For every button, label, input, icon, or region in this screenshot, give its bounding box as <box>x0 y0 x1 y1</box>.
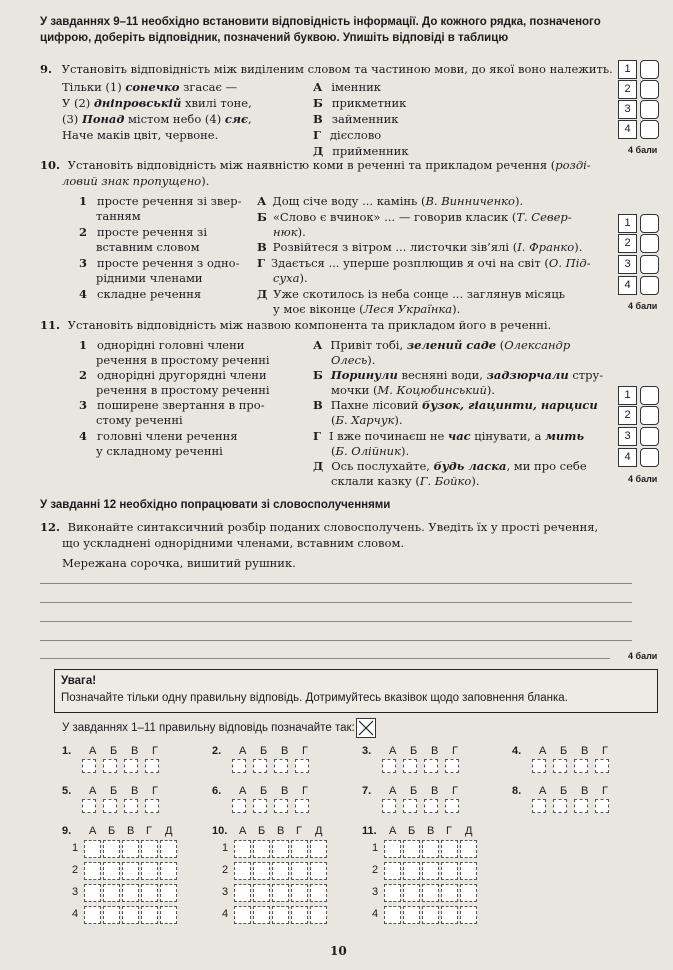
row-number: 2 <box>222 864 229 876</box>
answer-line-5[interactable] <box>40 658 610 659</box>
row-number: 3 <box>372 886 379 898</box>
q10-points: 4 бали <box>628 301 658 311</box>
q9-answer-box-2[interactable] <box>640 80 659 99</box>
q11-left-4: 4 головні члени речення <box>79 429 238 443</box>
answer-cell[interactable] <box>145 799 159 813</box>
answer-line-4[interactable] <box>40 640 632 641</box>
option-letter: В <box>581 745 589 757</box>
q9-text: Установіть відповідність між виділеним словом та частиною мови, до якої воно належить. <box>61 62 613 76</box>
q11-answer-box-3[interactable] <box>640 427 659 446</box>
q11-right-b: Б Поринули весняні води, задзюрчали стру- <box>313 368 604 382</box>
answer-cell[interactable] <box>84 862 101 880</box>
option-letter: В <box>281 745 289 757</box>
answer-cell[interactable] <box>253 759 267 773</box>
q9-points: 4 бали <box>628 145 658 155</box>
answer-cell[interactable] <box>295 759 309 773</box>
option-letter: А <box>539 745 547 757</box>
q11-left-2: 2 однорідні другорядні члени <box>79 368 267 382</box>
answer-cell[interactable] <box>424 799 438 813</box>
q10-left-4: 4 складне речення <box>79 287 202 301</box>
answer-cell[interactable] <box>310 884 327 902</box>
question-label: 7. <box>362 785 372 797</box>
answer-cell[interactable] <box>274 799 288 813</box>
answer-cell[interactable] <box>234 906 251 924</box>
q11-answer-box-2[interactable] <box>640 406 659 425</box>
q11-answer-box-4[interactable] <box>640 448 659 467</box>
answer-cell[interactable] <box>272 884 289 902</box>
q9-answer-label-3: 3 <box>618 100 637 119</box>
option-letter: Б <box>410 745 418 757</box>
row-number: 1 <box>72 842 79 854</box>
answer-cell[interactable] <box>274 759 288 773</box>
row-number: 4 <box>222 908 229 920</box>
q10-left-2-cont: вставним словом <box>96 240 200 254</box>
q10-prompt-cont: ловий знак пропущено). <box>62 174 210 188</box>
q9-option-a: А іменник <box>313 80 381 94</box>
option-letter: Б <box>110 785 118 797</box>
answer-cell[interactable] <box>84 840 101 858</box>
q12-points: 4 бали <box>628 651 658 661</box>
answer-line-3[interactable] <box>40 621 632 622</box>
option-letter: Г <box>152 745 158 757</box>
row-number: 4 <box>372 908 379 920</box>
option-letter: В <box>581 785 589 797</box>
row-number: 3 <box>72 886 79 898</box>
answer-cell[interactable] <box>574 759 588 773</box>
answer-cell[interactable] <box>445 799 459 813</box>
q11-right-c: В Пахне лісовий бузок, гіацинти, нарциси <box>313 398 598 412</box>
option-letter: Г <box>152 785 158 797</box>
answer-cell[interactable] <box>124 799 138 813</box>
answer-cell[interactable] <box>441 906 458 924</box>
q10-right-e-cont: у моє віконце (Леся Українка). <box>273 302 461 316</box>
answer-cell[interactable] <box>253 799 267 813</box>
answer-cell[interactable] <box>553 799 567 813</box>
answer-cell[interactable] <box>124 759 138 773</box>
answer-cell[interactable] <box>403 884 420 902</box>
option-letter: А <box>389 745 397 757</box>
option-letter: В <box>131 785 139 797</box>
q11-left-1: 1 однорідні головні члени <box>79 338 245 352</box>
q10-right-b-cont: нюк). <box>273 225 306 239</box>
q11-left-1-cont: речення в простому реченні <box>96 353 270 367</box>
answer-cell[interactable] <box>141 906 158 924</box>
option-letter: Б <box>560 745 568 757</box>
option-letter: В <box>427 825 435 837</box>
q11-right-d-cont: (Б. Олійник). <box>331 444 410 458</box>
q9-number: 9. <box>40 62 53 76</box>
option-letter: А <box>89 785 97 797</box>
q11-right-b-cont: мочки (М. Коцюбинський). <box>331 383 496 397</box>
answer-cell[interactable] <box>291 884 308 902</box>
option-letter: В <box>431 745 439 757</box>
q10-answer-label-3: 3 <box>618 255 637 274</box>
answer-cell[interactable] <box>460 906 477 924</box>
option-letter: Б <box>408 825 416 837</box>
option-letter: Д <box>465 825 473 837</box>
answer-cell[interactable] <box>441 862 458 880</box>
answer-cell[interactable] <box>160 884 177 902</box>
option-letter: Б <box>260 785 268 797</box>
q9-answer-box-4[interactable] <box>640 120 659 139</box>
q10-right-d-cont: суха). <box>273 271 308 285</box>
answer-cell[interactable] <box>103 759 117 773</box>
answer-cell[interactable] <box>532 759 546 773</box>
answer-cell[interactable] <box>234 884 251 902</box>
row-number: 1 <box>222 842 229 854</box>
answer-cell[interactable] <box>232 759 246 773</box>
instructions-q12: У завданні 12 необхідно попрацювати зі словосполученнями <box>40 499 391 511</box>
answer-cell[interactable] <box>103 906 120 924</box>
answer-cell[interactable] <box>441 840 458 858</box>
answer-cell[interactable] <box>460 884 477 902</box>
option-letter: Г <box>296 825 302 837</box>
q11-left-3: 3 поширене звертання в про- <box>79 398 265 412</box>
q9-prompt <box>40 62 613 76</box>
notice-text: Позначайте тільки одну правильну відповідь. Дотримуйтесь вказівок щодо заповнення бланка. <box>61 692 568 704</box>
answer-cell[interactable] <box>122 906 139 924</box>
option-letter: В <box>277 825 285 837</box>
q9-answer-box-3[interactable] <box>640 100 659 119</box>
answer-cell[interactable] <box>84 906 101 924</box>
answer-cell[interactable] <box>460 840 477 858</box>
option-letter: Б <box>560 785 568 797</box>
question-label: 3. <box>362 745 372 757</box>
q11-answer-box-1[interactable] <box>640 386 659 405</box>
q10-right-d: Г Здається ... уперше розплющив я очі на світ (О. Під- <box>257 256 591 270</box>
answer-cell[interactable] <box>122 884 139 902</box>
option-letter: Г <box>146 825 152 837</box>
q10-answer-label-1: 1 <box>618 214 637 233</box>
q9-option-c: В займенник <box>313 112 399 126</box>
q11-answer-label-4: 4 <box>618 448 637 467</box>
option-letter: А <box>239 825 247 837</box>
q12-prompt: 12. Виконайте синтаксичний розбір поданих словосполучень. Уведіть їх у прості речення, <box>40 520 599 534</box>
q10-answer-box-3[interactable] <box>640 255 659 274</box>
option-letter: Б <box>110 745 118 757</box>
q11-right-e-cont: склали казку (Г. Бойко). <box>331 474 480 488</box>
answer-cell[interactable] <box>384 906 401 924</box>
answer-cell[interactable] <box>295 799 309 813</box>
q9-poem-line-2: У (2) дніпровській хвилі тоне, <box>62 96 252 110</box>
option-letter: В <box>127 825 135 837</box>
row-number: 2 <box>372 864 379 876</box>
q11-right-c-cont: (Б. Харчук). <box>331 413 403 427</box>
answer-line-2[interactable] <box>40 602 632 603</box>
q10-left-2: 2 просте речення зі <box>79 225 207 239</box>
answer-cell[interactable] <box>310 906 327 924</box>
question-label: 5. <box>62 785 72 797</box>
q11-left-3-cont: стому реченні <box>96 413 183 427</box>
answer-cell[interactable] <box>441 884 458 902</box>
answer-cell[interactable] <box>595 799 609 813</box>
question-label: 6. <box>212 785 222 797</box>
option-letter: А <box>389 785 397 797</box>
option-letter: Г <box>302 745 308 757</box>
option-letter: Б <box>260 745 268 757</box>
answer-cell[interactable] <box>253 862 270 880</box>
q9-option-d: Г дієслово <box>313 128 382 142</box>
answer-cell[interactable] <box>291 906 308 924</box>
q9-answer-label-4: 4 <box>618 120 637 139</box>
answer-cell[interactable] <box>384 862 401 880</box>
notice-box <box>54 669 658 713</box>
q11-answer-label-2: 2 <box>618 406 637 425</box>
answer-cell[interactable] <box>422 906 439 924</box>
option-letter: А <box>389 825 397 837</box>
q11-left-2-cont: речення в простому реченні <box>96 383 270 397</box>
option-letter: Г <box>452 785 458 797</box>
page-number: 10 <box>330 944 347 958</box>
q12-prompt-cont: що ускладнені однорідними членами, вставним словом. <box>62 536 405 550</box>
answer-cell[interactable] <box>103 862 120 880</box>
answer-cell[interactable] <box>403 906 420 924</box>
q10-prompt: 10. Установіть відповідність між наявністю коми в реченні та прикладом речення (розді- <box>40 158 591 172</box>
option-letter: Б <box>108 825 116 837</box>
answer-cell[interactable] <box>553 759 567 773</box>
row-number: 1 <box>372 842 379 854</box>
q11-prompt: 11. Установіть відповідність між назвою компонента та прикладом його в реченні. <box>40 318 552 332</box>
answer-cell[interactable] <box>141 884 158 902</box>
option-letter: Г <box>602 745 608 757</box>
answer-cell[interactable] <box>122 840 139 858</box>
option-letter: Б <box>258 825 266 837</box>
option-letter: А <box>539 785 547 797</box>
instructions-q9-11-cont: цифрою, доберіть відповідник, позначений буквою. Упишіть відповіді в таблицю <box>40 32 509 44</box>
q11-right-e: Д Ось послухайте, будь ласка, ми про себе <box>313 459 587 473</box>
option-letter: В <box>281 785 289 797</box>
option-letter: А <box>89 745 97 757</box>
answer-cell[interactable] <box>384 840 401 858</box>
q10-left-1-cont: танням <box>96 209 141 223</box>
q11-answer-label-3: 3 <box>618 427 637 446</box>
answer-sheet-instruction: У завданнях 1–11 правильну відповідь позначайте так: <box>62 722 355 734</box>
answer-cell[interactable] <box>291 862 308 880</box>
q10-right-c: В Розвійтеся з вітром ... листочки зів’ялі (І. Франко). <box>257 240 583 254</box>
answer-cell[interactable] <box>84 884 101 902</box>
q9-option-e: Д прийменник <box>313 144 409 158</box>
answer-cell[interactable] <box>310 862 327 880</box>
q9-answer-label-2: 2 <box>618 80 637 99</box>
q10-left-3: 3 просте речення з одно- <box>79 256 240 270</box>
q11-points: 4 бали <box>628 474 658 484</box>
example-cross-icon <box>356 718 376 738</box>
row-number: 2 <box>72 864 79 876</box>
answer-cell[interactable] <box>422 862 439 880</box>
option-letter: Б <box>410 785 418 797</box>
option-letter: В <box>431 785 439 797</box>
question-label: 4. <box>512 745 522 757</box>
question-label: 11. <box>362 825 377 837</box>
option-letter: А <box>239 785 247 797</box>
q10-right-e: Д Уже скотилось із неба сонце ... заглянув місяць <box>257 287 566 301</box>
q10-answer-label-2: 2 <box>618 234 637 253</box>
answer-cell[interactable] <box>403 759 417 773</box>
q10-answer-box-2[interactable] <box>640 234 659 253</box>
question-label: 8. <box>512 785 522 797</box>
row-number: 4 <box>72 908 79 920</box>
answer-cell[interactable] <box>574 799 588 813</box>
answer-cell[interactable] <box>384 884 401 902</box>
option-letter: Д <box>165 825 173 837</box>
answer-cell[interactable] <box>424 759 438 773</box>
q9-option-b: Б прикметник <box>313 96 407 110</box>
answer-cell[interactable] <box>445 759 459 773</box>
answer-cell[interactable] <box>595 759 609 773</box>
answer-cell[interactable] <box>310 840 327 858</box>
option-letter: Д <box>315 825 323 837</box>
q10-right-a: А Дощ січе воду ... камінь (В. Винниченко). <box>257 194 524 208</box>
answer-cell[interactable] <box>253 906 270 924</box>
answer-cell[interactable] <box>272 906 289 924</box>
q9-poem-line-4: Наче маків цвіт, червоне. <box>62 128 219 142</box>
option-letter: В <box>131 745 139 757</box>
answer-cell[interactable] <box>272 840 289 858</box>
q11-answer-label-1: 1 <box>618 386 637 405</box>
answer-cell[interactable] <box>253 884 270 902</box>
q11-left-4-cont: у складному реченні <box>96 444 223 458</box>
q12-phrases: Мережана сорочка, вишитий рушник. <box>62 556 296 570</box>
answer-cell[interactable] <box>403 862 420 880</box>
answer-cell[interactable] <box>253 840 270 858</box>
question-label: 10. <box>212 825 228 837</box>
answer-cell[interactable] <box>382 759 396 773</box>
answer-cell[interactable] <box>103 884 120 902</box>
q10-left-3-cont: рідними членами <box>96 271 203 285</box>
answer-cell[interactable] <box>82 799 96 813</box>
option-letter: Г <box>452 745 458 757</box>
question-label: 9. <box>62 825 72 837</box>
answer-cell[interactable] <box>272 862 289 880</box>
option-letter: А <box>239 745 247 757</box>
row-number: 3 <box>222 886 229 898</box>
answer-cell[interactable] <box>122 862 139 880</box>
question-label: 1. <box>62 745 72 757</box>
answer-cell[interactable] <box>291 840 308 858</box>
option-letter: А <box>89 825 97 837</box>
q9-answer-label-1: 1 <box>618 60 637 79</box>
q11-right-a-cont: Олесь). <box>331 353 376 367</box>
answer-cell[interactable] <box>160 840 177 858</box>
answer-cell[interactable] <box>141 840 158 858</box>
answer-cell[interactable] <box>232 799 246 813</box>
instructions-q9-11: У завданнях 9–11 необхідно встановити відповідність інформації. До кожного рядка, позначеного <box>40 16 601 28</box>
q11-right-d: Г І вже починаєш не час цінувати, а мить <box>313 429 585 443</box>
answer-cell[interactable] <box>160 906 177 924</box>
answer-cell[interactable] <box>460 862 477 880</box>
q10-answer-box-1[interactable] <box>640 214 659 233</box>
answer-cell[interactable] <box>103 840 120 858</box>
answer-line-1[interactable] <box>40 583 632 584</box>
q10-right-b: Б «Слово є вчинок» ... — говорив класик (Т. Север- <box>257 210 572 224</box>
answer-cell[interactable] <box>422 840 439 858</box>
q10-answer-box-4[interactable] <box>640 276 659 295</box>
q10-left-1: 1 просте речення зі звер- <box>79 194 242 208</box>
q9-answer-box-1[interactable] <box>640 60 659 79</box>
answer-cell[interactable] <box>141 862 158 880</box>
q11-right-a: А Привіт тобі, зелений саде (Олександр <box>313 338 571 352</box>
option-letter: Г <box>446 825 452 837</box>
answer-cell[interactable] <box>532 799 546 813</box>
answer-cell[interactable] <box>234 840 251 858</box>
answer-cell[interactable] <box>403 840 420 858</box>
answer-cell[interactable] <box>82 759 96 773</box>
question-label: 2. <box>212 745 222 757</box>
q9-poem-line-1: Тільки (1) сонечко згасає — <box>62 80 238 94</box>
answer-cell[interactable] <box>403 799 417 813</box>
answer-cell[interactable] <box>103 799 117 813</box>
option-letter: Г <box>602 785 608 797</box>
q10-answer-label-4: 4 <box>618 276 637 295</box>
answer-cell[interactable] <box>145 759 159 773</box>
q9-poem-line-3: (3) Понад містом небо (4) сяє, <box>62 112 252 126</box>
answer-cell[interactable] <box>234 862 251 880</box>
answer-cell[interactable] <box>422 884 439 902</box>
answer-cell[interactable] <box>382 799 396 813</box>
notice-title: Увага! <box>61 675 97 687</box>
answer-cell[interactable] <box>160 862 177 880</box>
option-letter: Г <box>302 785 308 797</box>
